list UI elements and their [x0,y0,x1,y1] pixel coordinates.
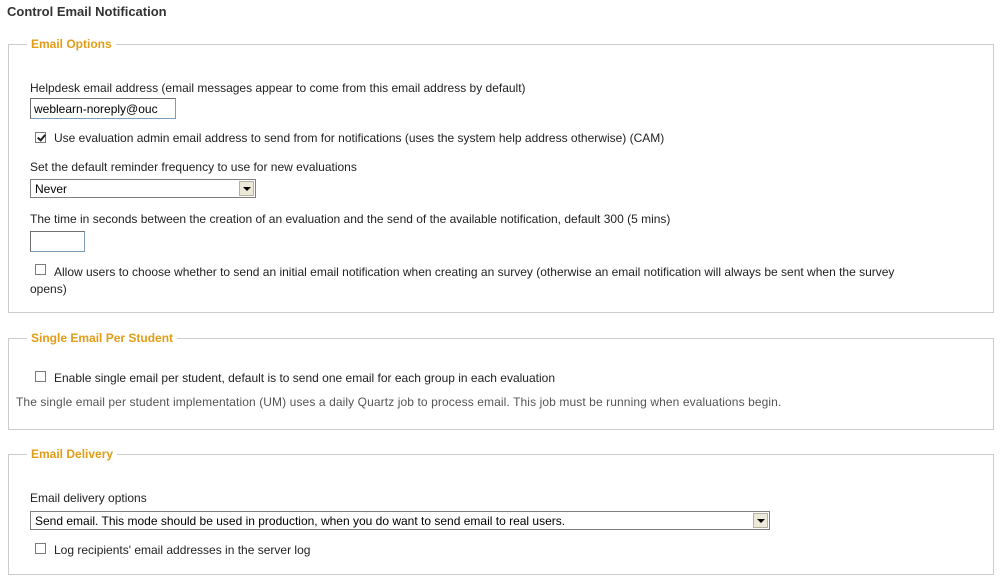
notification-delay-input[interactable] [30,231,85,252]
chevron-down-icon [243,187,251,191]
single-email-section [8,331,994,430]
email-options-section [8,37,994,313]
delivery-options-label: Email delivery options [30,491,147,505]
single-email-label: Enable single email per student, default is to send one email for each group in each evaluation [54,371,555,385]
single-email-legend: Single Email Per Student [27,331,177,345]
single-email-checkbox[interactable] [35,371,46,382]
chevron-down-icon [757,519,765,523]
single-email-note: The single email per student implementation (UM) uses a daily Quartz job to process email. This job must be running when evaluations begin. [16,395,782,409]
allow-choose-notification-checkbox[interactable] [35,264,46,275]
reminder-dropdown-button[interactable] [239,181,254,196]
reminder-frequency-value: Never [35,182,68,196]
allow-choose-notification-label-cont: opens) [30,282,67,296]
log-recipients-checkbox[interactable] [35,543,46,554]
reminder-frequency-label: Set the default reminder frequency to use for new evaluations [30,160,357,174]
helpdesk-email-label: Helpdesk email address (email messages appear to come from this email address by default) [30,81,526,95]
page-title: Control Email Notification [7,4,167,19]
delivery-options-select[interactable] [30,511,770,530]
log-recipients-label: Log recipients' email addresses in the server log [54,543,311,557]
email-delivery-section [8,447,994,575]
reminder-frequency-select[interactable] [30,179,256,198]
delivery-dropdown-button[interactable] [753,513,768,528]
delivery-options-value: Send email. This mode should be used in production, when you do want to send email to real users. [35,514,566,528]
email-delivery-legend: Email Delivery [27,447,117,461]
use-admin-email-checkbox[interactable] [35,132,46,143]
use-admin-email-label: Use evaluation admin email address to send from for notifications (uses the system help address otherwise) (CAM) [54,131,665,145]
notification-delay-label: The time in seconds between the creation of an evaluation and the send of the available notification, default 300 (5 mins) [30,212,671,226]
allow-choose-notification-label: Allow users to choose whether to send an initial email notification when creating an survey (otherwise an email notification will always be sent when the survey [54,265,895,279]
email-options-legend: Email Options [27,37,116,51]
helpdesk-email-input[interactable] [30,98,176,119]
